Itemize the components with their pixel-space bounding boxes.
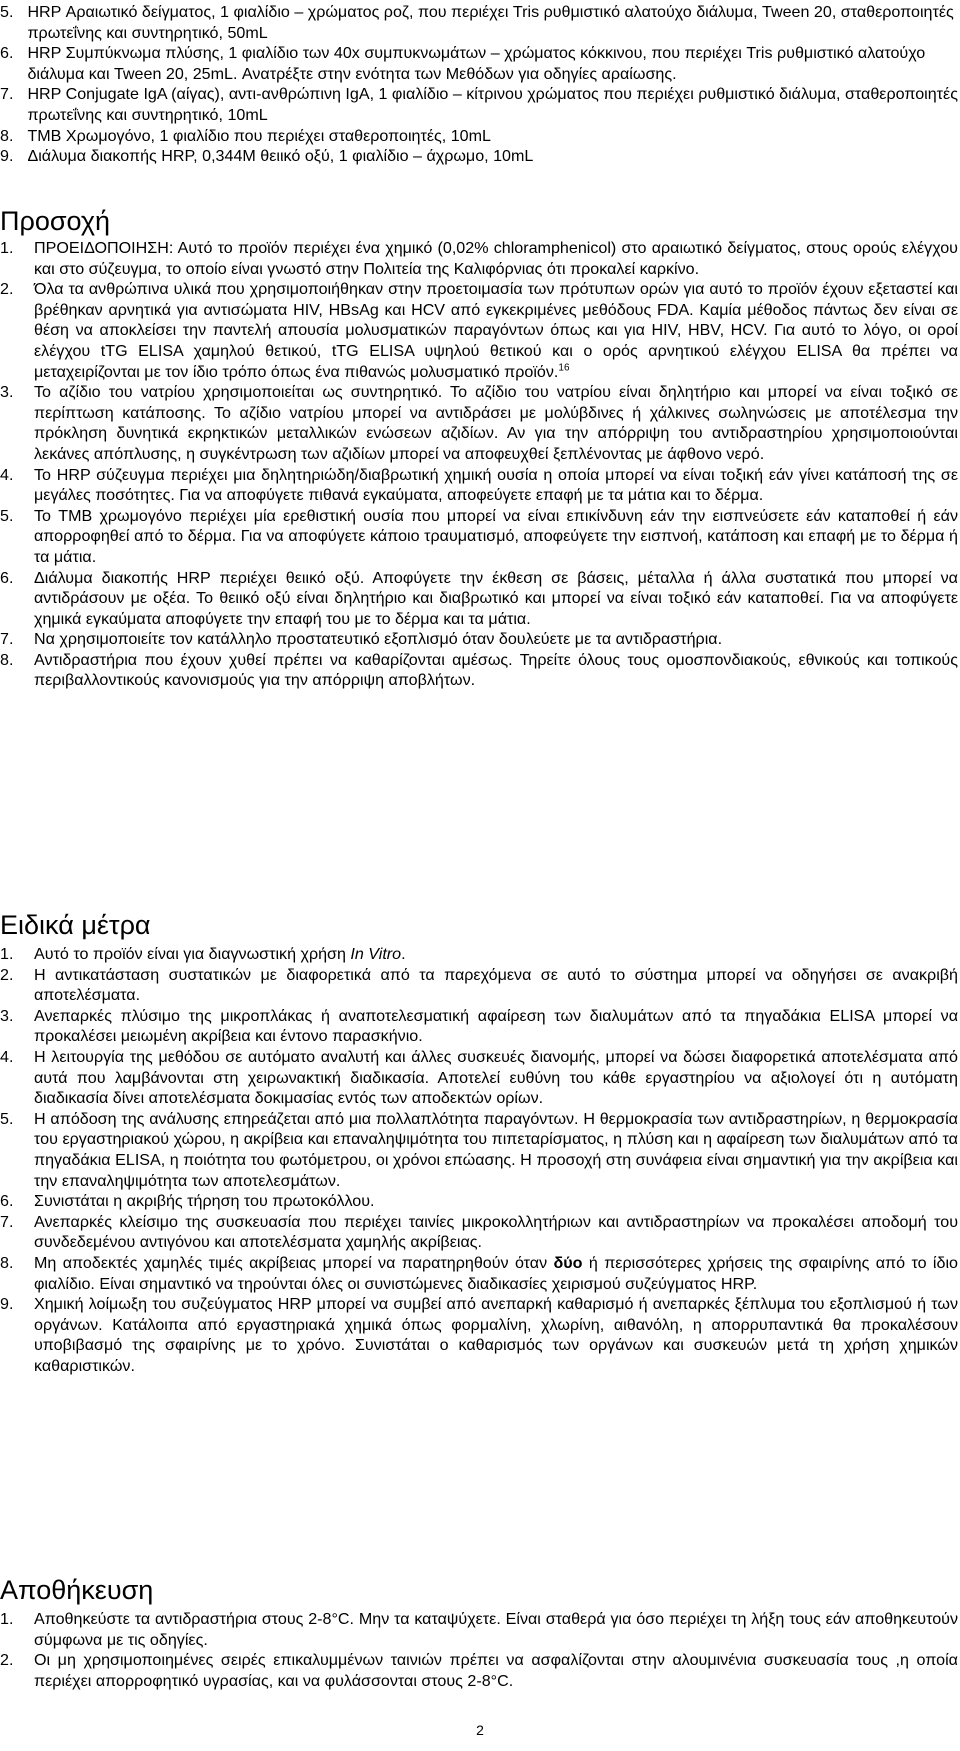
special-measures-heading: Ειδικά μέτρα: [0, 910, 151, 940]
list-item: 5. Το TMB χρωμογόνο περιέχει μία ερεθιστική ουσία που μπορεί να είναι επικίνδυνη εάν την εισπνεύσετε εάν καταποθεί ή εάν απορροφηθεί από το δέρμα. Για να αποφύγετε κάποιο τραυματισμό, αποφεύγετε την εισπνοή, κατάποση και επαφή με το δέρμα ή τα μάτια.: [0, 506, 958, 566]
list-item: 7. HRP Conjugate IgA (αίγας), αντι-ανθρώπινη IgA, 1 φιαλίδιο – κίτρινου χρώματος που περιέχει ρυθμιστικό διάλυμα, σταθεροποιητές πρωτεΐνης και συντηρητικό, 10mL: [0, 85, 958, 124]
special-measures-list: [0, 944, 958, 1376]
list-item: 2. Οι μη χρησιμοποιημένες σειρές επικαλυμμένων ταινιών πρέπει να ασφαλίζονται στην αλουμινένια συσκευασία τους ,η οποία περιέχει απορροφητικό υγρασίας, και να φυλάσσονται στους 2-8°C.: [0, 1651, 958, 1690]
list-item: 2. Όλα τα ανθρώπινα υλικά που χρησιμοποιήθηκαν στην προετοιμασία των πρότυπων ορών για αυτό το προϊόν έχουν εξεταστεί και βρέθηκαν αρνητικά για αντισώματα HIV, HBsAg και HCV από εγκεκριμένες μεθόδους FDA. Καμία μέθοδος πάντως δεν είναι σε θέση να αποκλείσει την παντελή απουσία μολυσματικών παραγόντων όπως και για HIV, HBV, HCV. Για αυτό το λόγο, οι οροί ελέγχου tTG ELISA χαμηλού θετικού, tTG ELISA υψηλού θετικού και ο ορός αρνητικού ελέγχου ELISA θα πρέπει να μεταχειρίζονται με τον ίδιο τρόπο όπως ένα πιθανώς μολυσματικό προϊόν.$^{16}$: [0, 280, 958, 381]
list-item: 3. Ανεπαρκές πλύσιμο της μικροπλάκας ή αναποτελεσματική αφαίρεση των διαλυμάτων από τα πηγαδάκια ELISA μπορεί να προκαλέσει μειωμένη ακρίβεια και έντονο παρασκήνιο.: [0, 1006, 958, 1046]
list-item: 6. Διάλυμα διακοπής HRP περιέχει θειικό οξύ. Αποφύγετε την έκθεση σε βάσεις, μέταλλα ή άλλα συστατικά που μπορεί να αντιδράσουν με οξέα. Το θειικό οξύ είναι δηλητήριο και διαβρωτικό και μπορεί να είναι τοξικό εάν καταποθεί. Για να αποφύγετε χημικά εγκαύματα αποφύγετε την επαφή του με το δέρμα και τα μάτια.: [0, 568, 958, 628]
storage-heading: Αποθήκευση: [0, 1575, 154, 1605]
caution-list: [0, 238, 958, 691]
storage-list: [0, 1609, 958, 1691]
list-item: 1. Αυτό το προϊόν είναι για διαγνωστική χρήση In Vitro.: [0, 945, 406, 963]
list-item: 8. Μη αποδεκτές χαμηλές τιμές ακρίβειας μπορεί να παρατηρηθούν όταν δύο ή περισσότερες χρήσεις της σφαιρίνης από το ίδιο φιαλίδιο. Είναι σημαντικό να τηρούνται όλες οι συνιστώμενες διαδικασίες χειρισμού συζεύγματος HRP.: [0, 1253, 958, 1293]
list-item: 5. HRP Αραιωτικό δείγματος, 1 φιαλίδιο – χρώματος ροζ, που περιέχει Tris ρυθμιστικό αλατούχο διάλυμα, Tween 20, σταθεροποιητές πρωτεΐνης και συντηρητικό, 50mL: [0, 3, 954, 42]
list-item: 7. Ανεπαρκές κλείσιμο της συσκευασία που περιέχει ταινίες μικροκολλητήριων και αντιδραστηρίων να προκαλέσει αποδομή του συνδεδεμένου αντιγόνου και αποτελέσματα χαμηλής ακρίβειας.: [0, 1212, 958, 1252]
footnote-ref: 16: [558, 362, 570, 374]
list-item: 1. Αποθηκεύστε τα αντιδραστήρια στους 2-8°C. Μην τα καταψύχετε. Είναι σταθερά για όσο περιέχει τη λήξη τους εάν αποθηκευτούν σύμφωνα με τις οδηγίες.: [0, 1610, 958, 1649]
list-item: 9. Διάλυμα διακοπής HRP, 0,344M θειικό οξύ, 1 φιαλίδιο – άχρωμο, 10mL: [0, 147, 534, 166]
list-item: 4. Το HRP σύζευγμα περιέχει μια δηλητηριώδη/διαβρωτική χημική ουσία η οποία μπορεί να είναι τοξική εάν γίνει κατάποσή της σε μεγάλες ποσότητες. Για να αποφύγετε πιθανά εγκαύματα, αποφεύγετε επαφή με τα μάτια και το δέρμα.: [0, 465, 958, 505]
caution-heading: Προσοχή: [0, 206, 111, 236]
list-item: 5. Η απόδοση της ανάλυσης επηρεάζεται από μια πολλαπλότητα παραγόντων. Η θερμοκρασία των αντιδραστηρίων, η θερμοκρασία του εργαστηριακού χώρου, η ακρίβεια και επαναληψιμότητα του πιπεταρίσματος, η πλύση και η αφαίρεση των διαλυμάτων από τα πηγαδάκια ELISA, η ποιότητα του φωτόμετρου, οι χρόνοι επώασης. Η προσοχή στη συνάφεια είναι σημαντική για την ακρίβεια και την επαναληψιμότητα των αποτελεσμάτων.: [0, 1109, 958, 1190]
list-item: 8. TMB Χρωμογόνο, 1 φιαλίδιο που περιέχει σταθεροποιητές, 10mL: [0, 126, 491, 145]
list-item: 3. Το αζίδιο του νατρίου χρησιμοποιείται ως συντηρητικό. Το αζίδιο του νατρίου είναι δηλητήριο και μπορεί να είναι τοξικό σε περίπτωση κατάποσης. Το αζίδιο νατρίου μπορεί να αντιδράσει με μολύβδινες ή χάλκινες σωληνώσεις με αποτέλεσμα την πρόκληση δυνητικά εκρηκτικών μεταλλικών ενώσεων αζιδίων. Αν για την απόρριψη του αντιδραστηρίου χρησιμοποιούνται λεκάνες απόπλυσης, η συγκέντρωση των αζιδίων μπορεί να αποφευχθεί ξεπλένοντας με άφθονο νερό.: [0, 383, 958, 463]
list-item: 8. Αντιδραστήρια που έχουν χυθεί πρέπει να καθαρίζονται αμέσως. Τηρείτε όλους τους ομοσπονδιακούς, εθνικούς και τοπικούς περιβαλλοντικούς κανονισμούς για την απόρριψη αποβλήτων.: [0, 650, 958, 690]
list-item: 4. Η λειτουργία της μεθόδου σε αυτόματο αναλυτή και άλλες συσκευές διανομής, μπορεί να δώσει διαφορετικά αποτελέσματα από αυτά που λαμβάνονται στη χειρωνακτική διαδικασία. Αποτελεί ευθύνη του κάθε εργαστηρίου να αξιολογεί ότι η αυτόματη διαδικασία δίνει αποτελέσματα δοκιμασίας εντός των αποδεκτών ορίων.: [0, 1047, 958, 1108]
list-item: 2. Η αντικατάσταση συστατικών με διαφορετικά από τα παρεχόμενα σε αυτό το σύστημα μπορεί να οδηγήσει σε ανακριβή αποτελέσματα.: [0, 965, 958, 1005]
list-item: 9. Χημική λοίμωξη του συζεύγματος HRP μπορεί να συμβεί από ανεπαρκή καθαρισμό ή ανεπαρκές ξέπλυμα του εξοπλισμού ή των οργάνων. Κατάλοιπα από εργαστηριακά χημικά όπως φορμαλίνη, χλωρίνη, αιθανόλη, η απορρυπαντικά θα προκαλέσουν υποβιβασμό της σφαιρίνης με το χρόνο. Συνιστάται ο καθαρισμός των οργάνων και συσκευών μετά τη χρήση χημικών καθαριστικών.: [0, 1295, 958, 1375]
list-item: 7. Να χρησιμοποιείτε τον κατάλληλο προστατευτικό εξοπλισμό όταν δουλεύετε με τα αντιδραστήρια.: [0, 630, 723, 649]
page-number: 2: [476, 1722, 484, 1738]
list-item: 1. ΠΡΟΕΙΔΟΠΟΙΗΣΗ: Αυτό το προϊόν περιέχει ένα χημικό (0,02% chloramphenicol) στο αραιωτικό δείγματος, στους ορούς ελέγχου και στο σύζευγμα, το οποίο είναι γνωστό στην Πολιτεία της Καλιφόρνιας ότι προκαλεί καρκίνο.: [0, 239, 958, 278]
components-list-continued: [0, 2, 958, 167]
list-item: 6. HRP Συμπύκνωμα πλύσης, 1 φιαλίδιο των 40x συμπυκνωμάτων – χρώματος κόκκινου, που περιέχει Tris ρυθμιστικό αλατούχο διάλυμα και Tween 20, 25mL. Ανατρέξτε στην ενότητα των Μεθόδων για οδηγίες αραίωσης.: [0, 44, 926, 83]
list-item: 6. Συνιστάται η ακριβής τήρηση του πρωτοκόλλου.: [0, 1192, 375, 1211]
